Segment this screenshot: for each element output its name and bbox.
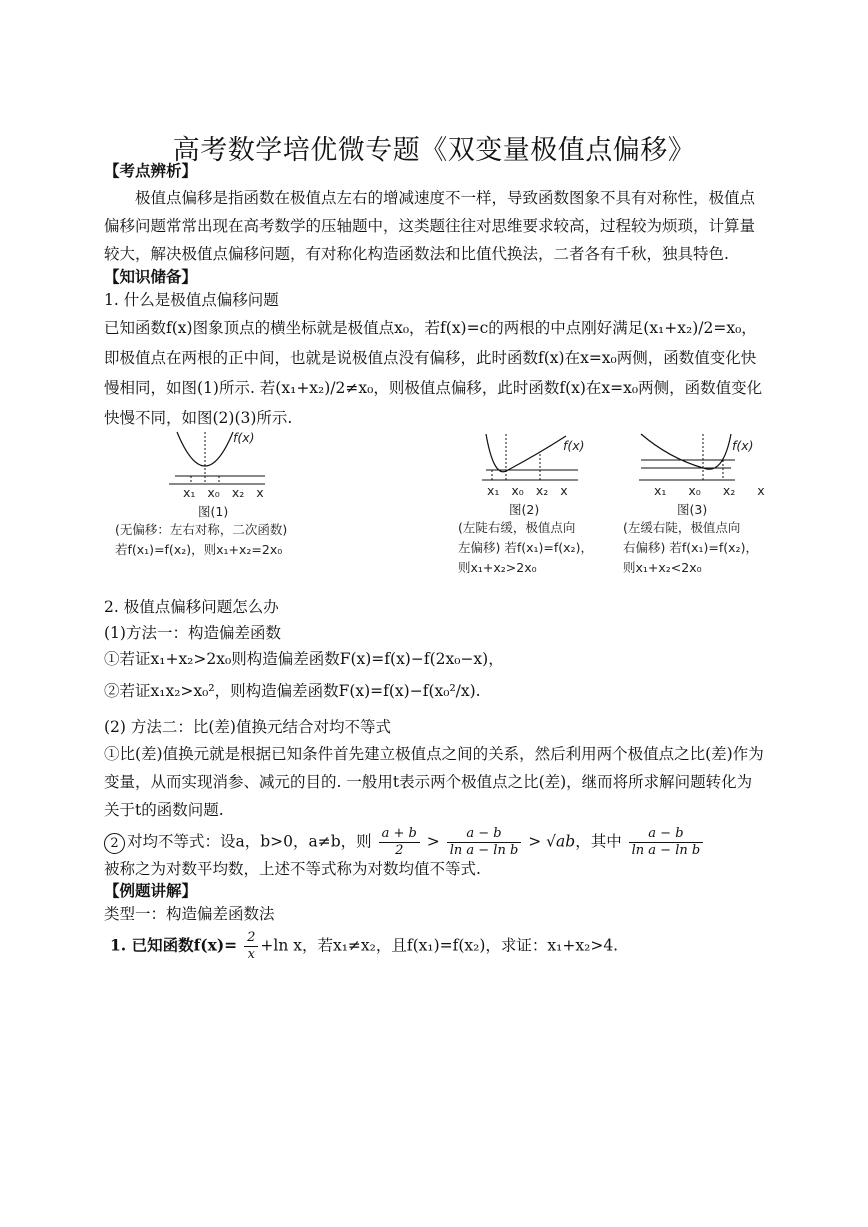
log-mean-fraction-2: $\frac{a - b}{\text{ln a − ln b}}$: [629, 826, 704, 859]
figure-3-curve: [641, 434, 731, 469]
figure-1: [165, 428, 275, 513]
circled-number-two: 2: [104, 833, 125, 854]
figure-2-fx: f(x): [563, 438, 585, 453]
method2-item2: 2 对均不等式：设a，b>0，a≠b，则 $\frac{a + b}{2}$ > $\frac{a - b}{\text{ln a − ln b}}$ > √ab，其中 $\frac{a - b}{\text{ln a − ln b}}$: [104, 826, 705, 859]
figure-2-caption: 图(2): [509, 502, 540, 517]
method1-heading: (1)方法一：构造偏差函数: [104, 624, 281, 642]
figure-2-x2: x₂: [535, 483, 549, 498]
method2-item2-b: ，其中: [575, 832, 622, 851]
figure-3-x0: x₀: [688, 483, 701, 498]
figure-2-x1: x₁: [487, 483, 500, 498]
figure-3-note2: 右偏移) 若f(x₁)=f(x₂)，: [623, 540, 758, 555]
method2-item2-tail: 被称之为对数平均数，上述不等式称为对数均值不等式.: [104, 860, 481, 878]
page-title: 高考数学培优微专题《双变量极值点偏移》: [172, 135, 696, 166]
figure-2-axis: [487, 483, 568, 498]
examples-heading: 【例题讲解】: [104, 881, 198, 900]
figure-1-caption: 图(1): [198, 504, 229, 519]
figure-1-fx: f(x): [233, 430, 255, 445]
method1-item1: ①若证x₁+x₂>2x₀则构造偏差函数F(x)=f(x)−f(2x₀−x)，: [104, 650, 504, 668]
figure-1-x: x: [256, 485, 264, 500]
figure-3-x1: x₁: [654, 483, 667, 498]
figure-3-caption: 图(3): [677, 502, 708, 517]
figure-3-fx: f(x): [732, 438, 754, 453]
figure-3-note3: 则x₁+x₂<2x₀: [623, 560, 702, 575]
method2-item2-a: 对均不等式：设a，b>0，a≠b，则: [127, 832, 372, 851]
figure-2-note1: (左陡右缓，极值点向: [458, 520, 576, 535]
problem-1-fraction: $\frac{2}{x}$: [244, 930, 258, 963]
analysis-heading: 【考点辨析】: [104, 161, 198, 180]
problem-1: [110, 930, 618, 963]
problem-1-lead: 1. 已知函数f(x)=: [110, 935, 238, 955]
figure-1-x1: x₁: [183, 485, 196, 500]
q2-heading: 2. 极值点偏移问题怎么办: [104, 598, 279, 616]
figure-1-x2: x₂: [231, 485, 245, 500]
figure-2-note3: 则x₁+x₂>2x₀: [458, 560, 537, 575]
figure-1-note2: 若f(x₁)=f(x₂)，则x₁+x₂=2x₀: [115, 542, 283, 557]
method2-item1: ①比(差)值换元就是根据已知条件首先建立极值点之间的关系，然后利用两个极值点之比(差)作为变量，从而实现消参、减元的目的. 一般用t表示两个极值点之比(差)，继而将所求解问题转化为关于t的函数问题.: [104, 745, 764, 819]
type1-heading: 类型一：构造偏差函数法: [104, 905, 275, 923]
figure-2-x: x: [560, 483, 568, 498]
figure-3-axis: [654, 483, 765, 498]
q1-heading: 1. 什么是极值点偏移问题: [104, 291, 279, 309]
analysis-paragraph: [104, 184, 766, 268]
problem-1-tail: +ln x，若x₁≠x₂，且f(x₁)=f(x₂)，求证：x₁+x₂>4.: [260, 936, 619, 955]
figure-1-x0: x₀: [207, 485, 220, 500]
method2-item1-paragraph: [104, 740, 766, 824]
figure-3-x2: x₂: [722, 483, 736, 498]
arith-mean-fraction: $\frac{a + b}{2}$: [379, 826, 420, 859]
figure-2-curve: [486, 434, 566, 472]
analysis-text: 极值点偏移是指函数在极值点左右的增减速度不一样，导致函数图象不具有对称性，极值点偏移问题常常出现在高考数学的压轴题中，这类题往往对思维要求较高，过程较为烦琐，计算量较大，解决极值点偏移问题，有对称化构造函数法和比值代换法，二者各有千秋，独具特色.: [104, 189, 756, 263]
figure-3-note1: (左缓右陡，极值点向: [623, 520, 741, 535]
method2-heading: (2) 方法二：比(差)值换元结合对均不等式: [104, 718, 391, 736]
method1-item2: ②若证x₁x₂>x₀²，则构造偏差函数F(x)=f(x)−f(x₀²/x).: [104, 682, 481, 700]
q1-text: 已知函数f(x)图象顶点的横坐标就是极值点x₀，若f(x)=c的两根的中点刚好满足(x₁+x₂)/2=x₀，即极值点在两根的正中间，也就是说极值点没有偏移，此时函数f(x)在x=x₀两侧，函数值变化快慢相同，如图(1)所示. 若(x₁+x₂)/2≠x₀，则极值点偏移，此时函数f(x)在x=x₀两侧，函数值变化快慢不同，如图(2)(3)所示.: [104, 319, 763, 427]
figure-2-x0: x₀: [511, 483, 524, 498]
figure-1-note1: (无偏移：左右对称，二次函数): [115, 522, 288, 537]
figure-1-axis: [183, 485, 264, 500]
log-mean-fraction: $\frac{a - b}{\text{ln a − ln b}}$: [447, 826, 522, 859]
figure-2-note2: 左偏移) 若f(x₁)=f(x₂)，: [458, 540, 593, 555]
knowledge-heading: 【知识储备】: [104, 267, 198, 286]
q1-paragraph: [104, 313, 766, 433]
figure-3-x: x: [757, 483, 765, 498]
